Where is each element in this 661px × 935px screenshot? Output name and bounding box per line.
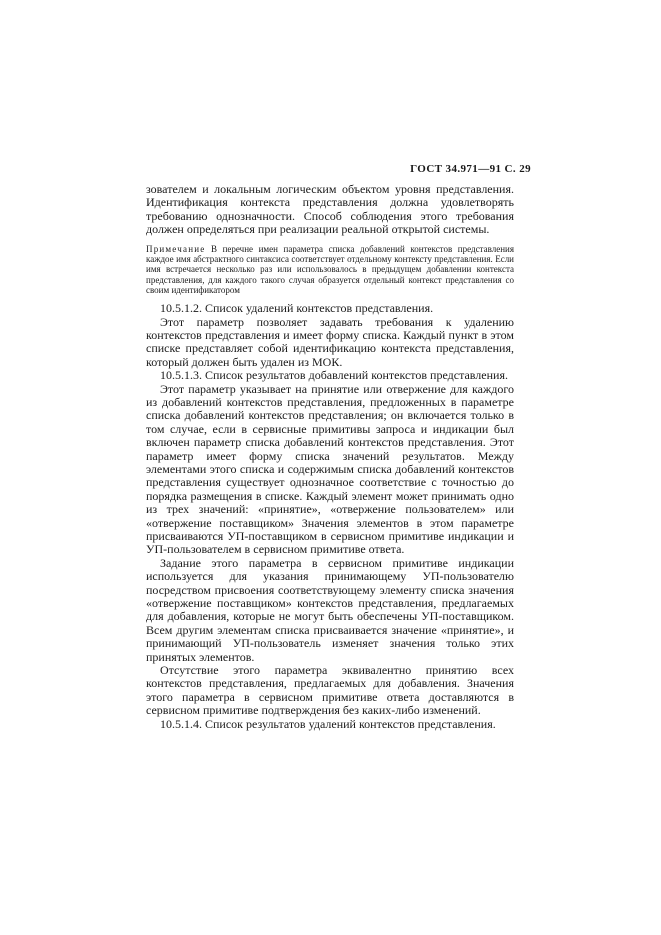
section-heading-10-5-1-3: 10.5.1.3. Список результатов добавлений контекстов представления. [160,368,508,383]
note-label: Примечание [146,243,206,254]
paragraph-continuation: зователем и локальным логическим объектом уровня представления. Идентификация контекста представления должна удовлетворять требованию однозначности. Способ соблюдения этого требования должен определяться при реализации реальной открытой системы. [146,182,514,237]
note-block [146,244,514,295]
section-body-10-5-1-3-b: Задание этого параметра в сервисном примитиве индикации используется для указания принимающему УП-пользователю посредством присвоения соответствующему элементу списка значения «отвержение поставщиком» контекстов представления, предлагаемых для добавления, которые не могут быть обеспечены УП-поставщиком. Всем другим элементам списка присваивается значение «принятие», и принимающий УП-пользователь изменяет значения только этих принятых элементов. [146,555,514,664]
document-body [146,183,514,731]
section-heading-10-5-1-2: 10.5.1.2. Список удалений контекстов представления. [160,301,434,316]
section-body-10-5-1-3-c: Отсутствие этого параметра эквивалентно принятию всех контекстов представления, предлагаемых для добавления. Значения этого параметра в сервисном примитиве ответа доставляются в сервисном примитиве подтверждения без каких-либо изменений. [146,663,514,718]
section-heading-10-5-1-4: 10.5.1.4. Список результатов удалений контекстов представления. [160,716,496,731]
section-body-10-5-1-2: Этот параметр позволяет задавать требования к удалению контекстов представления и имеет форму списка. Каждый пункт в этом списке представляет собой идентификацию контекста представления, который должен быть удален из МОК. [146,314,514,369]
section-body-10-5-1-3-a: Этот параметр указывает на принятие или отвержение для каждого из добавлений контекстов представления, предложенных в параметре списка добавлений контекстов представления; он включается только в том случае, если в сервисные примитивы запроса и индикации был включен параметр списка добавлений контекстов представления. Этот параметр имеет форму списка значений результатов. Между элементами этого списка и содержимым списка добавлений контекстов представления существует однозначное соответствие с точностью до порядка размещения в списке. Каждый элемент может принимать одно из трех значений: «принятие», «отвержение пользователем» или «отвержение поставщиком» Значения элементов в этом параметре присваиваются УП-поставщиком в сервисном примитиве индикации и УП-пользователем в сервисном примитиве ответа. [146,381,514,557]
page-header: ГОСТ 34.971—91 С. 29 [410,163,531,175]
note-text: В перечне имен параметра списка добавлений контекстов представления каждое имя абстрактного синтаксиса соответствует отдельному контексту представления. Если имя встречается несколько раз или использовалось в предыдущем добавлении контекста представления, для каждого такого случая образуется отдельный контекст представления со своим идентификатором [146,243,514,295]
